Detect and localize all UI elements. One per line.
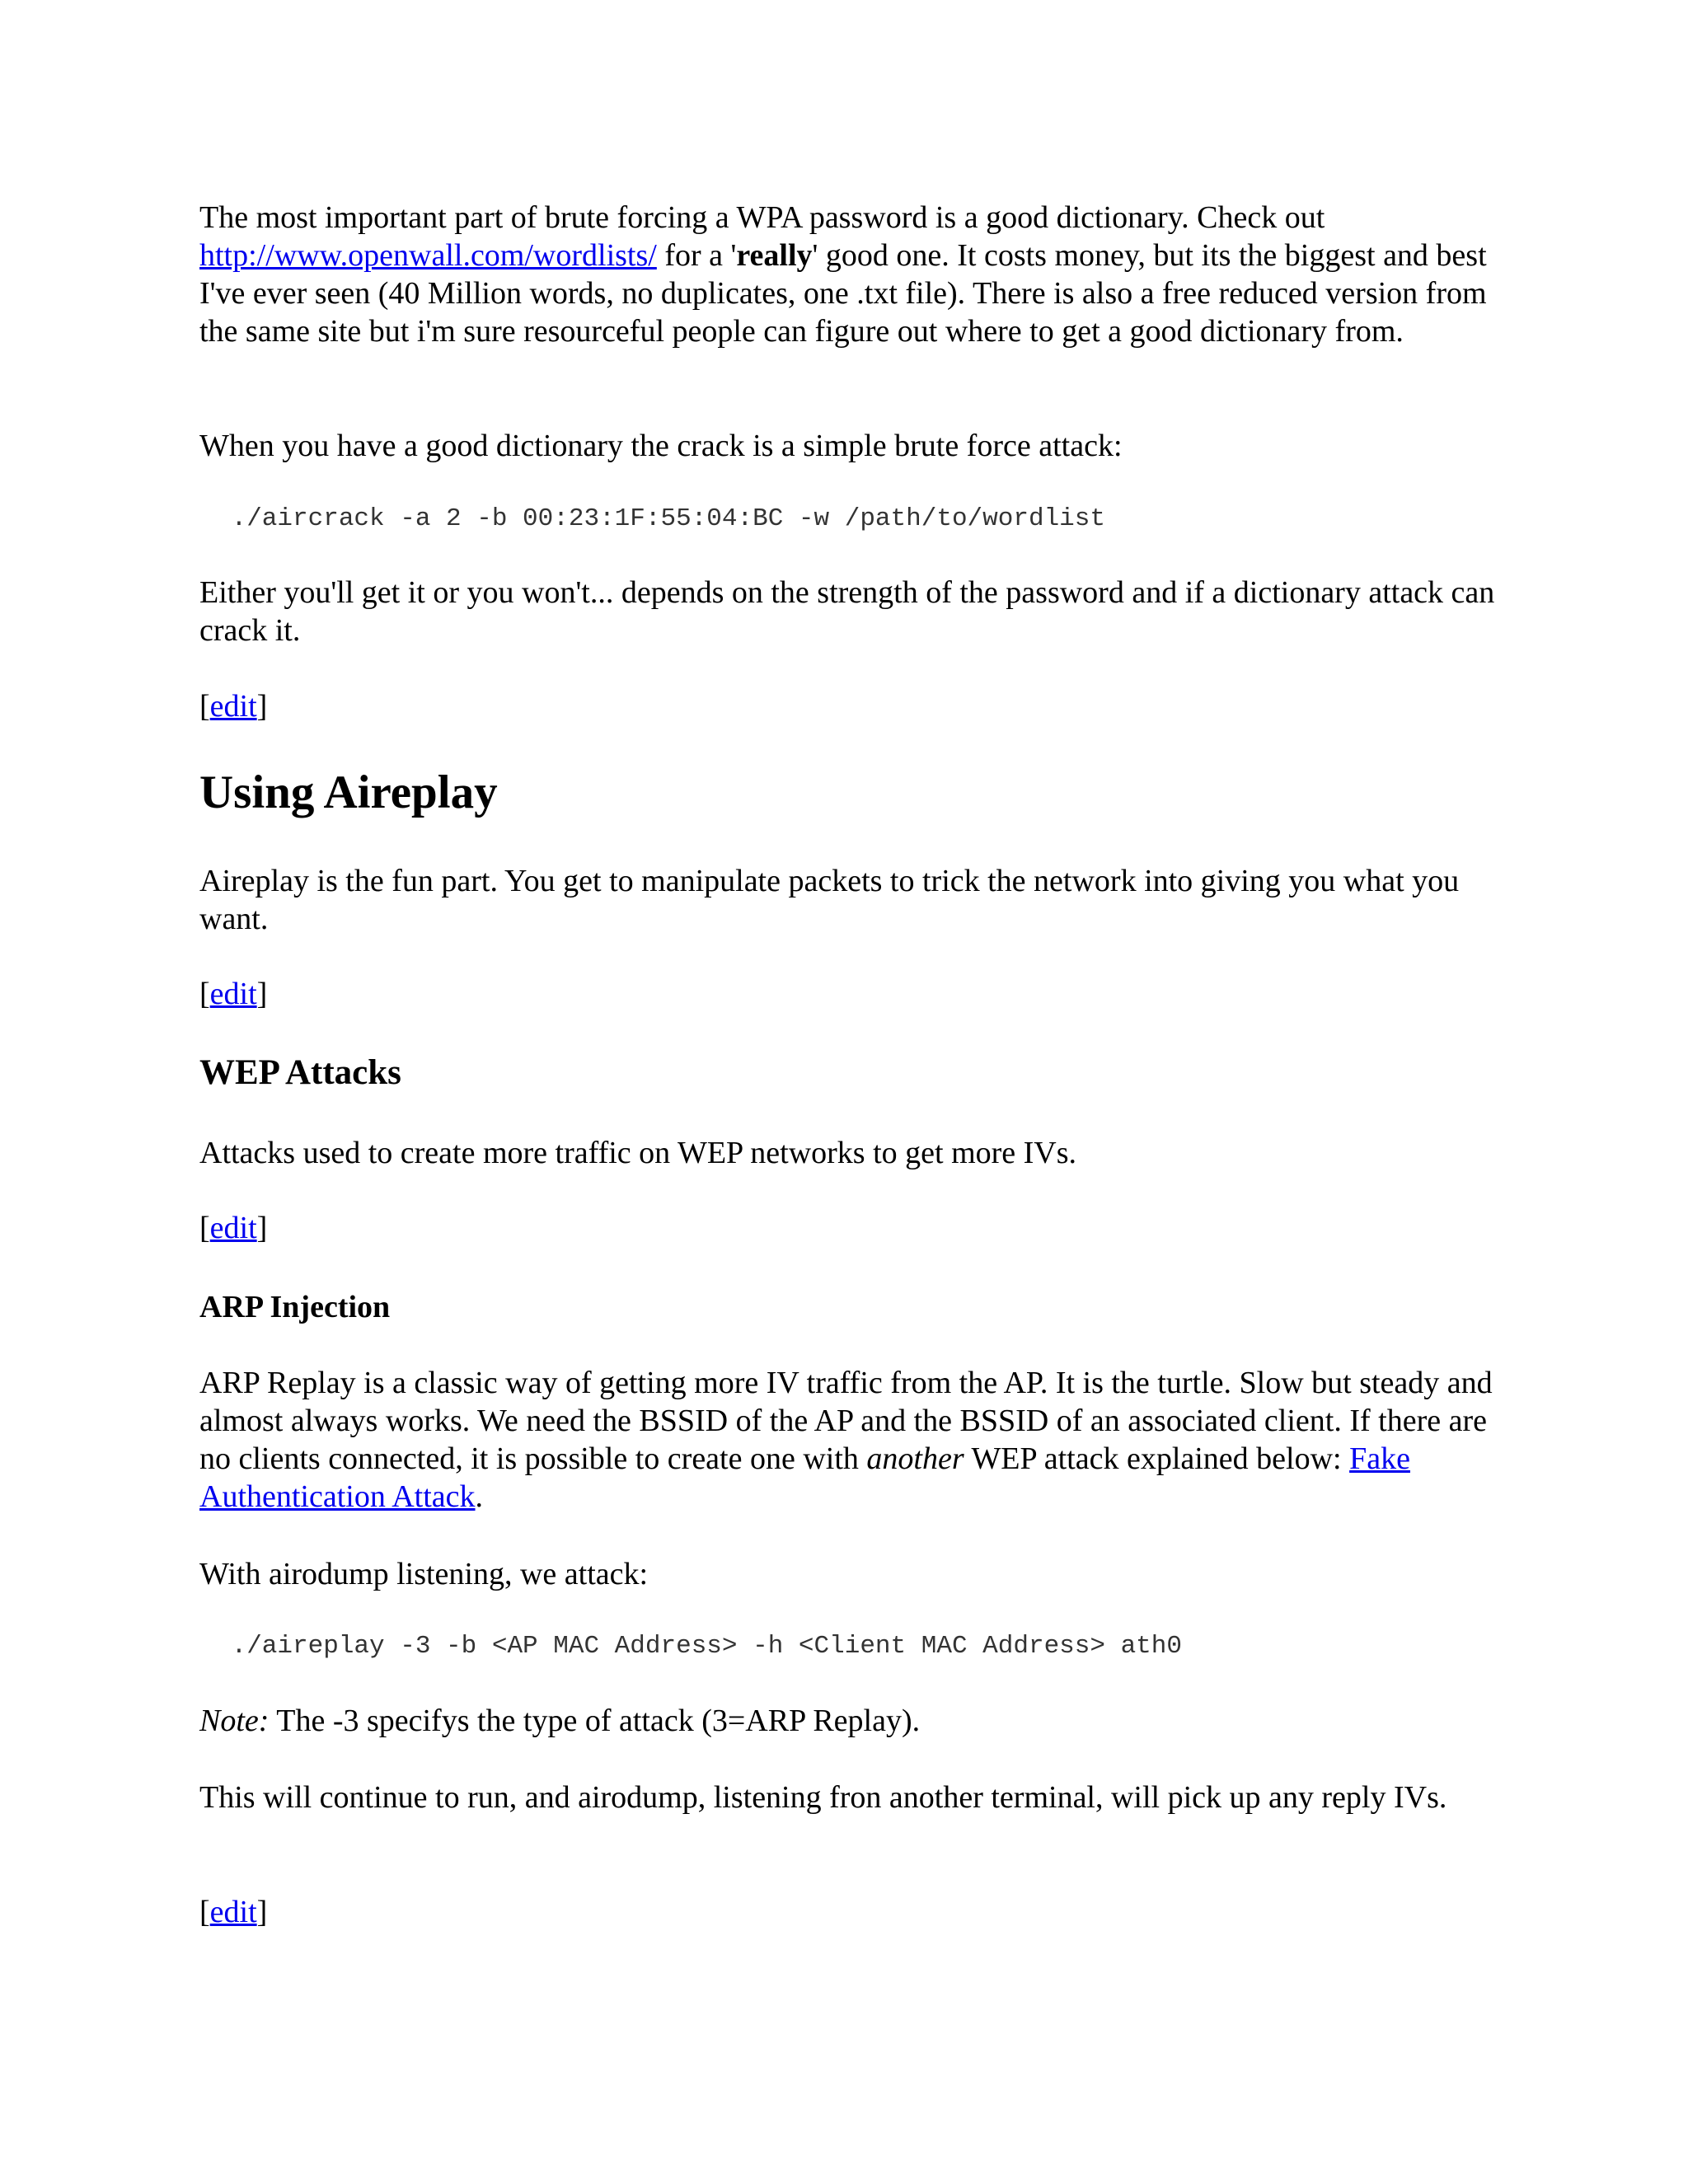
crack-intro-paragraph: When you have a good dictionary the crack is a simple brute force attack: xyxy=(199,429,1123,463)
heading-wep-attacks: WEP Attacks xyxy=(199,1053,401,1092)
edit-link-3: [edit] xyxy=(199,1211,268,1245)
aireplay-paragraph: Aireplay is the fun part. You get to manipulate packets to trick the network into giving you what you want. xyxy=(199,864,1460,936)
really-emphasis: really xyxy=(736,238,813,273)
edit-link[interactable]: edit xyxy=(209,689,257,724)
intro-text: The most important part of brute forcing a WPA password is a good dictionary. Check out xyxy=(199,200,1325,235)
aireplay-command: ./aireplay -3 -b <AP MAC Address> -h <Client MAC Address> ath0 xyxy=(216,1632,1182,1661)
note-paragraph: Note: The -3 specifys the type of attack (3=ARP Replay). xyxy=(199,1704,921,1738)
edit-link[interactable]: edit xyxy=(209,1211,257,1245)
openwall-wordlists-link[interactable]: http://www.openwall.com/wordlists/ xyxy=(199,238,657,273)
intro-rest-text: ' good one. It costs money, but its the biggest and best I've ever seen (40 Million words, no duplicates, one .txt file). There is also a free reduced version from the same site but i'm sure resourceful people can figure out where to get a good dictionary from. xyxy=(199,238,1487,349)
another-emphasis: another xyxy=(866,1441,964,1476)
intro-for-a-text: for a ' xyxy=(656,238,737,273)
arp-paragraph: ARP Replay is a classic way of getting more IV traffic from the AP. It is the turtle. Slow but steady and almost always works. We need the BSSID of the AP and the BSSID of an associated client. If there are no clients connected, it is possible to create one with another WEP attack explained below: Fake Authentication Attack. xyxy=(199,1366,1493,1514)
edit-link-1: [edit] xyxy=(199,689,268,724)
edit-link[interactable]: edit xyxy=(209,977,257,1011)
heading-arp-injection: ARP Injection xyxy=(199,1290,391,1324)
wep-paragraph: Attacks used to create more traffic on WEP networks to get more IVs. xyxy=(199,1136,1077,1170)
edit-link-4: [edit] xyxy=(199,1895,268,1929)
note-label: Note: xyxy=(199,1704,270,1738)
continue-paragraph: This will continue to run, and airodump, listening fron another terminal, will pick up any reply IVs. xyxy=(199,1780,1447,1815)
aircrack-command: ./aircrack -a 2 -b 00:23:1F:55:04:BC -w /path/to/wordlist xyxy=(216,504,1105,533)
edit-link[interactable]: edit xyxy=(209,1895,257,1929)
edit-link-2: [edit] xyxy=(199,977,268,1011)
heading-using-aireplay: Using Aireplay xyxy=(199,766,498,818)
airodump-listening-paragraph: With airodump listening, we attack: xyxy=(199,1557,649,1591)
crack-result-paragraph: Either you'll get it or you won't... depends on the strength of the password and if a dictionary attack can crack it. xyxy=(199,575,1495,648)
fake-authentication-attack-link[interactable]: Fake Authentication Attack xyxy=(199,1441,1410,1514)
intro-paragraph xyxy=(199,199,1518,350)
